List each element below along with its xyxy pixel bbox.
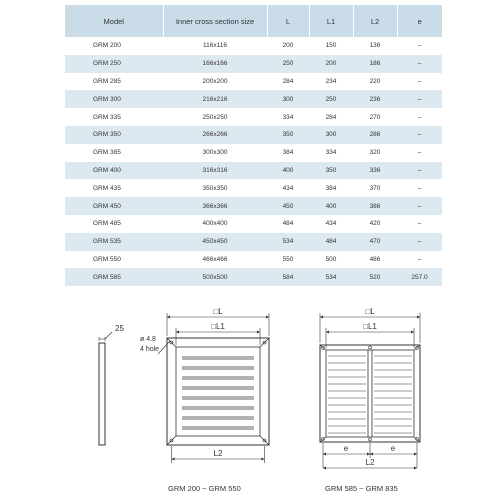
- table-cell: –: [397, 197, 442, 215]
- table-cell: 166x166: [163, 55, 267, 73]
- table-cell: 200x200: [202, 77, 228, 85]
- table-cell: GRM 550: [93, 255, 121, 263]
- table-cell: GRM 350: [65, 126, 163, 144]
- front-view-small: [140, 307, 269, 463]
- table-cell: –: [397, 233, 442, 251]
- table-cell: GRM 450: [65, 197, 163, 215]
- table-header-row: [65, 5, 442, 37]
- mounting-hole: [369, 346, 372, 349]
- table-cell: 366x366: [163, 197, 267, 215]
- dim-l2-label: L2: [365, 458, 375, 467]
- table-cell: 334: [325, 149, 337, 157]
- table-cell: 320: [369, 149, 381, 157]
- column-header: L2: [353, 5, 397, 37]
- table-cell: 350x350: [202, 184, 228, 192]
- table-cell: –: [417, 113, 422, 121]
- table-row: [65, 73, 442, 91]
- table-cell: 300: [267, 90, 309, 108]
- column-header: Inner cross section size: [163, 5, 267, 37]
- table-cell: 316x316: [163, 162, 267, 180]
- table-cell: 470: [353, 233, 397, 251]
- table-cell: 520: [353, 268, 397, 286]
- column-header: L1: [309, 5, 353, 37]
- caption-right: GRM 585 ~ GRM 835: [325, 484, 398, 493]
- table-cell: 200: [282, 42, 294, 50]
- column-header: Model: [65, 5, 163, 37]
- table-cell: –: [417, 77, 422, 85]
- table-row: [65, 233, 442, 251]
- table-cell: 400: [267, 162, 309, 180]
- table-row: [65, 55, 442, 73]
- table-cell: 336: [353, 162, 397, 180]
- louver-blades-small: [182, 357, 254, 429]
- table-row: [65, 144, 442, 162]
- table-cell: –: [417, 149, 422, 157]
- column-header: e: [397, 5, 442, 37]
- depth-dimension-label: 25: [115, 324, 124, 333]
- table-cell: GRM 485: [93, 220, 121, 228]
- table-row: [65, 126, 442, 144]
- table-cell: –: [417, 220, 422, 228]
- dim-l1-label: □L1: [363, 322, 377, 331]
- table-cell: 284: [325, 113, 337, 121]
- table-cell: GRM 400: [65, 162, 163, 180]
- table-row: [65, 197, 442, 215]
- table-cell: 486: [369, 255, 381, 263]
- table-cell: 116x116: [203, 42, 227, 50]
- caption-left: GRM 200 ~ GRM 550: [168, 484, 241, 493]
- table-cell: 236: [353, 90, 397, 108]
- outer-frame: [320, 345, 420, 442]
- table-cell: –: [397, 126, 442, 144]
- table-cell: GRM 300: [65, 90, 163, 108]
- table-cell: 420: [369, 220, 381, 228]
- table-cell: 384: [282, 149, 294, 157]
- table-row: [65, 179, 442, 197]
- dim-e-label-left: e: [343, 444, 349, 453]
- table-cell: 400x400: [202, 220, 228, 228]
- table-cell: –: [417, 255, 422, 263]
- table-cell: 300x300: [202, 149, 228, 157]
- column-header: L: [267, 5, 309, 37]
- table-cell: 534: [309, 268, 353, 286]
- table-cell: GRM 385: [93, 149, 121, 157]
- inner-frame: [176, 347, 260, 436]
- table-cell: 250: [267, 55, 309, 73]
- table-cell: 434: [282, 184, 294, 192]
- table-cell: GRM 435: [93, 184, 121, 192]
- table-cell: 186: [353, 55, 397, 73]
- table-cell: 250x250: [202, 113, 228, 121]
- front-view-large: [320, 307, 420, 468]
- table-cell: GRM 250: [65, 55, 163, 73]
- table-cell: –: [417, 42, 422, 50]
- table-cell: 500x500: [163, 268, 267, 286]
- table-cell: –: [397, 90, 442, 108]
- table-cell: 286: [353, 126, 397, 144]
- table-cell: GRM 535: [65, 233, 163, 251]
- table-cell: 270: [369, 113, 381, 121]
- table-cell: 534: [267, 233, 309, 251]
- table-cell: 350: [267, 126, 309, 144]
- table-cell: 384: [325, 184, 337, 192]
- table-cell: 300: [309, 126, 353, 144]
- table-row: [65, 90, 442, 108]
- technical-drawings: [0, 300, 500, 500]
- table-cell: 234: [325, 77, 337, 85]
- table-row: [65, 268, 442, 286]
- table-cell: –: [397, 162, 442, 180]
- side-view-body: [99, 343, 105, 445]
- table-cell: GRM 285: [93, 77, 121, 85]
- table-cell: 284: [282, 77, 294, 85]
- dim-l-label: □L: [365, 307, 375, 316]
- dim-l2-label: L2: [213, 449, 223, 458]
- table-cell: 450: [267, 197, 309, 215]
- table-cell: 400: [309, 197, 353, 215]
- table-cell: 386: [353, 197, 397, 215]
- table-cell: 466x466: [202, 255, 228, 263]
- table-cell: 450x450: [163, 233, 267, 251]
- louver-blades-large: [328, 356, 412, 433]
- dim-l1-label: □L1: [211, 322, 225, 331]
- spec-table: [65, 5, 442, 286]
- table-cell: 257.0: [397, 268, 442, 286]
- table-cell: 200: [309, 55, 353, 73]
- table-cell: 334: [282, 113, 294, 121]
- table-cell: 216x216: [163, 90, 267, 108]
- table-cell: 350: [309, 162, 353, 180]
- table-cell: GRM 585: [65, 268, 163, 286]
- dim-l-label: □L: [213, 307, 223, 316]
- table-cell: 584: [267, 268, 309, 286]
- table-cell: 484: [282, 220, 294, 228]
- hole-diameter-label: ø 4.8: [140, 336, 156, 343]
- table-row: [65, 162, 442, 180]
- hole-count-label: 4 hole: [140, 346, 160, 353]
- table-cell: 150: [325, 42, 337, 50]
- table-cell: 250: [309, 90, 353, 108]
- table-cell: –: [397, 55, 442, 73]
- table-row: [65, 37, 442, 55]
- table-cell: 220: [369, 77, 381, 85]
- dim-e-label-right: e: [390, 444, 396, 453]
- table-cell: 136: [369, 42, 381, 50]
- table-cell: 434: [325, 220, 337, 228]
- table-cell: GRM 200: [93, 42, 121, 50]
- table-cell: GRM 335: [93, 113, 121, 121]
- table-row: [65, 215, 442, 233]
- table-row: [65, 108, 442, 126]
- table-cell: 266x266: [163, 126, 267, 144]
- table-cell: –: [417, 184, 422, 192]
- side-view: [99, 324, 124, 445]
- mounting-hole: [369, 438, 372, 441]
- table-row: [65, 251, 442, 269]
- table-cell: 484: [309, 233, 353, 251]
- table-cell: 550: [282, 255, 294, 263]
- table-cell: 370: [369, 184, 381, 192]
- table-cell: 500: [325, 255, 337, 263]
